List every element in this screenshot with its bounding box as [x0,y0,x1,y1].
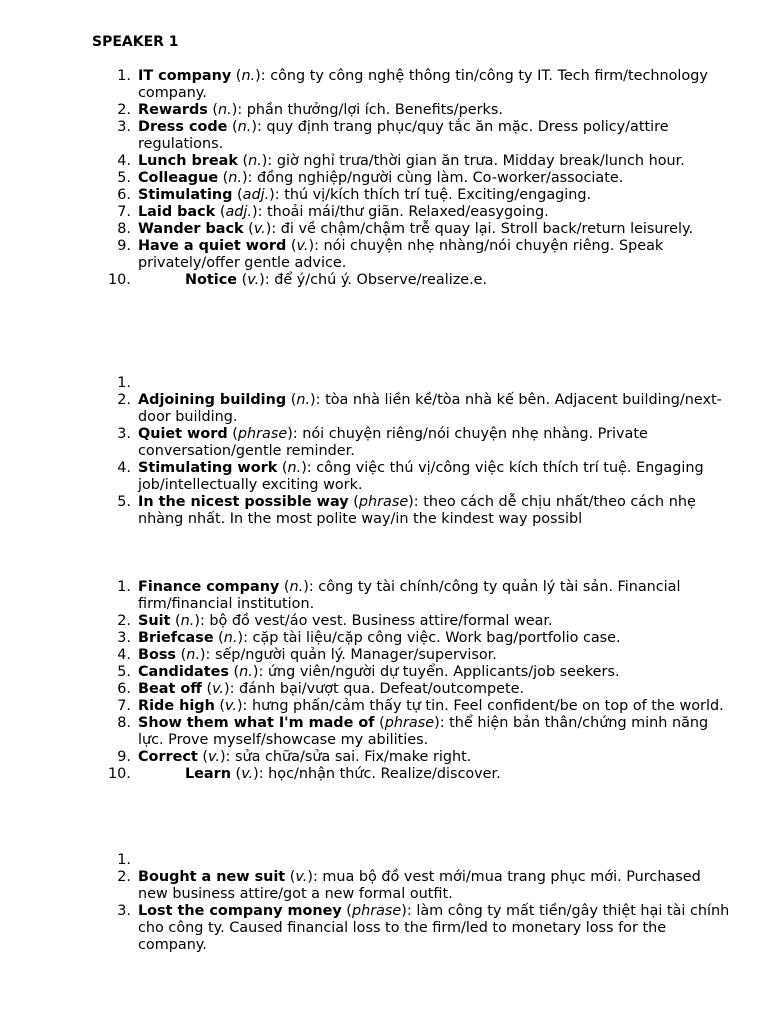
part-of-speech: n. [186,647,200,663]
definition: ứng viên/người dự tuyển. Applicants/job seekers. [267,664,620,680]
vocab-term: Laid back [138,204,216,220]
item-text: Beat off (v.): đánh bại/vượt qua. Defeat/outcompete. [138,681,525,697]
item-text: Finance company (n.): công ty tài chính/công ty quản lý tài sản. Financial firm/financial institution. [138,579,681,612]
list-item [92,426,732,460]
list-item [92,647,732,664]
vocab-term: Correct [138,749,198,765]
item-text: Notice (v.): để ý/chú ý. Observe/realize.e. [185,272,488,288]
item-text: Briefcase (n.): cặp tài liệu/cặp công việc. Work bag/portfolio case. [138,630,621,646]
item-text: Quiet word (phrase): nói chuyện riêng/nói chuyện nhẹ nhàng. Private conversation/gentle reminder. [138,426,648,459]
item-text: Stimulating work (n.): công việc thú vị/công việc kích thích trí tuệ. Engaging job/intellectually exciting work. [138,460,704,493]
item-text: Stimulating (adj.): thú vị/kích thích trí tuệ. Exciting/engaging. [138,187,592,203]
vocab-term: Learn [185,766,231,782]
item-number: 6. [117,187,131,203]
vocab-list-1 [92,68,732,289]
part-of-speech: n. [218,102,232,118]
list-item [92,221,732,238]
part-of-speech: v. [208,749,220,765]
item-number: 1. [117,579,131,595]
part-of-speech: v. [212,681,224,697]
definition: bộ đồ vest/áo vest. Business attire/formal wear. [209,613,553,629]
item-text: Suit (n.): bộ đồ vest/áo vest. Business attire/formal wear. [138,613,553,629]
list-item [92,460,732,494]
item-number: 6. [117,681,131,697]
definition: học/nhận thức. Realize/discover. [268,766,501,782]
definition: thể hiện bản thân/chứng minh năng lực. Prove myself/showcase my abilities. [138,715,709,748]
definition: đi về chậm/chậm trễ quay lại. Stroll back/return leisurely. [280,221,694,237]
vocab-term: Adjoining building [138,392,287,408]
item-text: In the nicest possible way (phrase): theo cách dễ chịu nhất/theo cách nhẹ nhàng nhất. In the most polite way/in the kindest way possibl [138,494,696,527]
definition: công việc thú vị/công việc kích thích trí tuệ. Engaging job/intellectually exciting work. [138,460,704,493]
vocab-term: Stimulating [138,187,233,203]
vocab-term: In the nicest possible way [138,494,349,510]
vocab-list-2 [92,375,732,528]
part-of-speech: phrase [351,903,402,919]
list-item [92,698,732,715]
vocab-term: Suit [138,613,171,629]
item-number: 8. [117,715,131,731]
list-item [92,68,732,102]
vocab-term: Briefcase [138,630,214,646]
item-number: 4. [117,647,131,663]
item-number: 5. [117,664,131,680]
definition: làm công ty mất tiền/gây thiệt hại tài chính cho công ty. Caused financial loss to the firm/led to monetary loss for the company. [138,903,730,953]
part-of-speech: v. [295,869,308,885]
item-number: 1. [117,375,131,391]
item-number: 1. [117,852,131,868]
vocab-term: Beat off [138,681,202,697]
part-of-speech: v. [253,221,266,237]
item-number: 3. [117,119,131,135]
definition: cặp tài liệu/cặp công việc. Work bag/portfolio case. [252,630,621,646]
definition: công ty công nghệ thông tin/công ty IT. Tech firm/technology company. [138,68,708,101]
item-number: 2. [117,102,131,118]
item-number: 2. [117,613,131,629]
item-number: 10. [108,766,131,782]
item-number: 7. [117,698,131,714]
part-of-speech: adj. [225,204,252,220]
list-item [92,119,732,153]
definition: công ty tài chính/công ty quản lý tài sản. Financial firm/financial institution. [138,579,681,612]
definition: nói chuyện nhẹ nhàng/nói chuyện riêng. Speak privately/offer gentle advice. [138,238,664,271]
list-item [92,749,732,766]
list-item [92,664,732,681]
vocab-term: Lunch break [138,153,238,169]
item-text: Colleague (n.): đồng nghiệp/người cùng làm. Co-worker/associate. [138,170,624,186]
list-item [92,102,732,119]
item-text: Candidates (n.): ứng viên/người dự tuyển. Applicants/job seekers. [138,664,620,680]
list-item [92,613,732,630]
part-of-speech: n. [287,460,302,476]
item-number: 5. [117,170,131,186]
definition: phần thưởng/lợi ích. Benefits/perks. [246,102,503,118]
list-item [92,392,732,426]
list-item [92,187,732,204]
item-number: 5. [117,494,131,510]
list-item [92,494,732,528]
list-item [92,715,732,749]
definition: giờ nghỉ trưa/thời gian ăn trưa. Midday break/lunch hour. [276,153,685,169]
definition: thú vị/kích thích trí tuệ. Exciting/engaging. [284,187,592,203]
item-number: 3. [117,630,131,646]
definition: theo cách dễ chịu nhất/theo cách nhẹ nhàng nhất. In the most polite way/in the kindest way possibl [138,494,696,527]
list-item [92,681,732,698]
item-number: 9. [117,749,131,765]
part-of-speech: n. [223,630,238,646]
item-text: Adjoining building (n.): tòa nhà liền kề/tòa nhà kế bên. Adjacent building/next-door building. [138,392,722,425]
vocab-list-4 [92,852,732,954]
item-number: 1. [117,68,131,84]
item-number: 3. [117,903,131,919]
definition: sếp/người quản lý. Manager/supervisor. [214,647,497,663]
item-text: Ride high (v.): hưng phấn/cảm thấy tự tin. Feel confident/be on top of the world. [138,698,724,714]
part-of-speech: phrase [384,715,435,731]
definition: đồng nghiệp/người cùng làm. Co-worker/associate. [257,170,624,186]
item-text: Rewards (n.): phần thưởng/lợi ích. Benefits/perks. [138,102,503,118]
vocab-term: Ride high [138,698,215,714]
item-text: Have a quiet word (v.): nói chuyện nhẹ nhàng/nói chuyện riêng. Speak privately/offer gentle advice. [138,238,664,271]
list-item [92,766,732,783]
list-item [92,170,732,187]
part-of-speech: phrase [358,494,409,510]
definition: hưng phấn/cảm thấy tự tin. Feel confident/be on top of the world. [251,698,724,714]
list-item [92,852,732,869]
part-of-speech: v. [225,698,237,714]
item-text: IT company (n.): công ty công nghệ thông tin/công ty IT. Tech firm/technology company. [138,68,708,101]
item-number: 2. [117,392,131,408]
definition: quy định trang phục/quy tắc ăn mặc. Dress policy/attire regulations. [138,119,669,152]
vocab-list-3 [92,579,732,783]
item-text: Lunch break (n.): giờ nghỉ trưa/thời gian ăn trưa. Midday break/lunch hour. [138,153,685,169]
item-number: 4. [117,153,131,169]
vocab-term: Dress code [138,119,228,135]
item-number: 4. [117,460,131,476]
part-of-speech: n. [296,392,311,408]
definition: sửa chữa/sửa sai. Fix/make right. [234,749,472,765]
item-text: Lost the company money (phrase): làm công ty mất tiền/gây thiệt hại tài chính cho công ty. Caused financial loss to the firm/led to monetary loss for the company. [138,903,730,953]
vocab-term: Quiet word [138,426,228,442]
item-number: 8. [117,221,131,237]
list-item [92,204,732,221]
vocab-term: Stimulating work [138,460,278,476]
item-number: 10. [108,272,131,288]
vocab-term: Have a quiet word [138,238,287,254]
item-text: Learn (v.): học/nhận thức. Realize/discover. [185,766,501,782]
list-item [92,903,732,954]
part-of-speech: n. [241,68,256,84]
list-item [92,869,732,903]
item-number: 9. [117,238,131,254]
item-number: 2. [117,869,131,885]
item-number: 7. [117,204,131,220]
definition: đánh bại/vượt qua. Defeat/outcompete. [239,681,525,697]
vocab-term: Candidates [138,664,229,680]
vocab-term: Show them what I'm made of [138,715,375,731]
vocab-term: Rewards [138,102,208,118]
page-heading: SPEAKER 1 [92,34,179,50]
part-of-speech: n. [248,153,262,169]
list-item [92,272,732,289]
part-of-speech: v. [241,766,254,782]
definition: để ý/chú ý. Observe/realize.e. [274,272,488,288]
list-item [92,375,732,392]
vocab-term: Wander back [138,221,244,237]
item-text: Wander back (v.): đi về chậm/chậm trễ quay lại. Stroll back/return leisurely. [138,221,694,237]
vocab-term: Colleague [138,170,219,186]
definition: thoải mái/thư giãn. Relaxed/easygoing. [267,204,549,220]
definition: tòa nhà liền kề/tòa nhà kế bên. Adjacent building/next-door building. [138,392,722,425]
part-of-speech: phrase [237,426,288,442]
item-text: Bought a new suit (v.): mua bộ đồ vest mới/mua trang phục mới. Purchased new business attire/got a new formal outfit. [138,869,701,902]
list-item [92,630,732,647]
item-text: Laid back (adj.): thoải mái/thư giãn. Relaxed/easygoing. [138,204,549,220]
vocab-term: Finance company [138,579,280,595]
vocab-term: Boss [138,647,176,663]
vocab-term: Lost the company money [138,903,342,919]
item-text: Correct (v.): sửa chữa/sửa sai. Fix/make right. [138,749,472,765]
part-of-speech: n. [180,613,195,629]
list-item [92,238,732,272]
list-item [92,579,732,613]
part-of-speech: n. [239,664,253,680]
part-of-speech: n. [289,579,304,595]
part-of-speech: n. [237,119,252,135]
part-of-speech: adj. [242,187,270,203]
item-text: Show them what I'm made of (phrase): thể hiện bản thân/chứng minh năng lực. Prove myself/showcase my abilities. [138,715,709,748]
vocab-term: Notice [185,272,238,288]
part-of-speech: n. [228,170,242,186]
definition: mua bộ đồ vest mới/mua trang phục mới. Purchased new business attire/got a new formal outfit. [138,869,701,902]
vocab-term: IT company [138,68,232,84]
definition: nói chuyện riêng/nói chuyện nhẹ nhàng. Private conversation/gentle reminder. [138,426,648,459]
item-number: 3. [117,426,131,442]
part-of-speech: v. [296,238,309,254]
list-item [92,153,732,170]
part-of-speech: v. [247,272,260,288]
item-text: Dress code (n.): quy định trang phục/quy tắc ăn mặc. Dress policy/attire regulations. [138,119,669,152]
vocab-term: Bought a new suit [138,869,286,885]
item-text: Boss (n.): sếp/người quản lý. Manager/supervisor. [138,647,497,663]
